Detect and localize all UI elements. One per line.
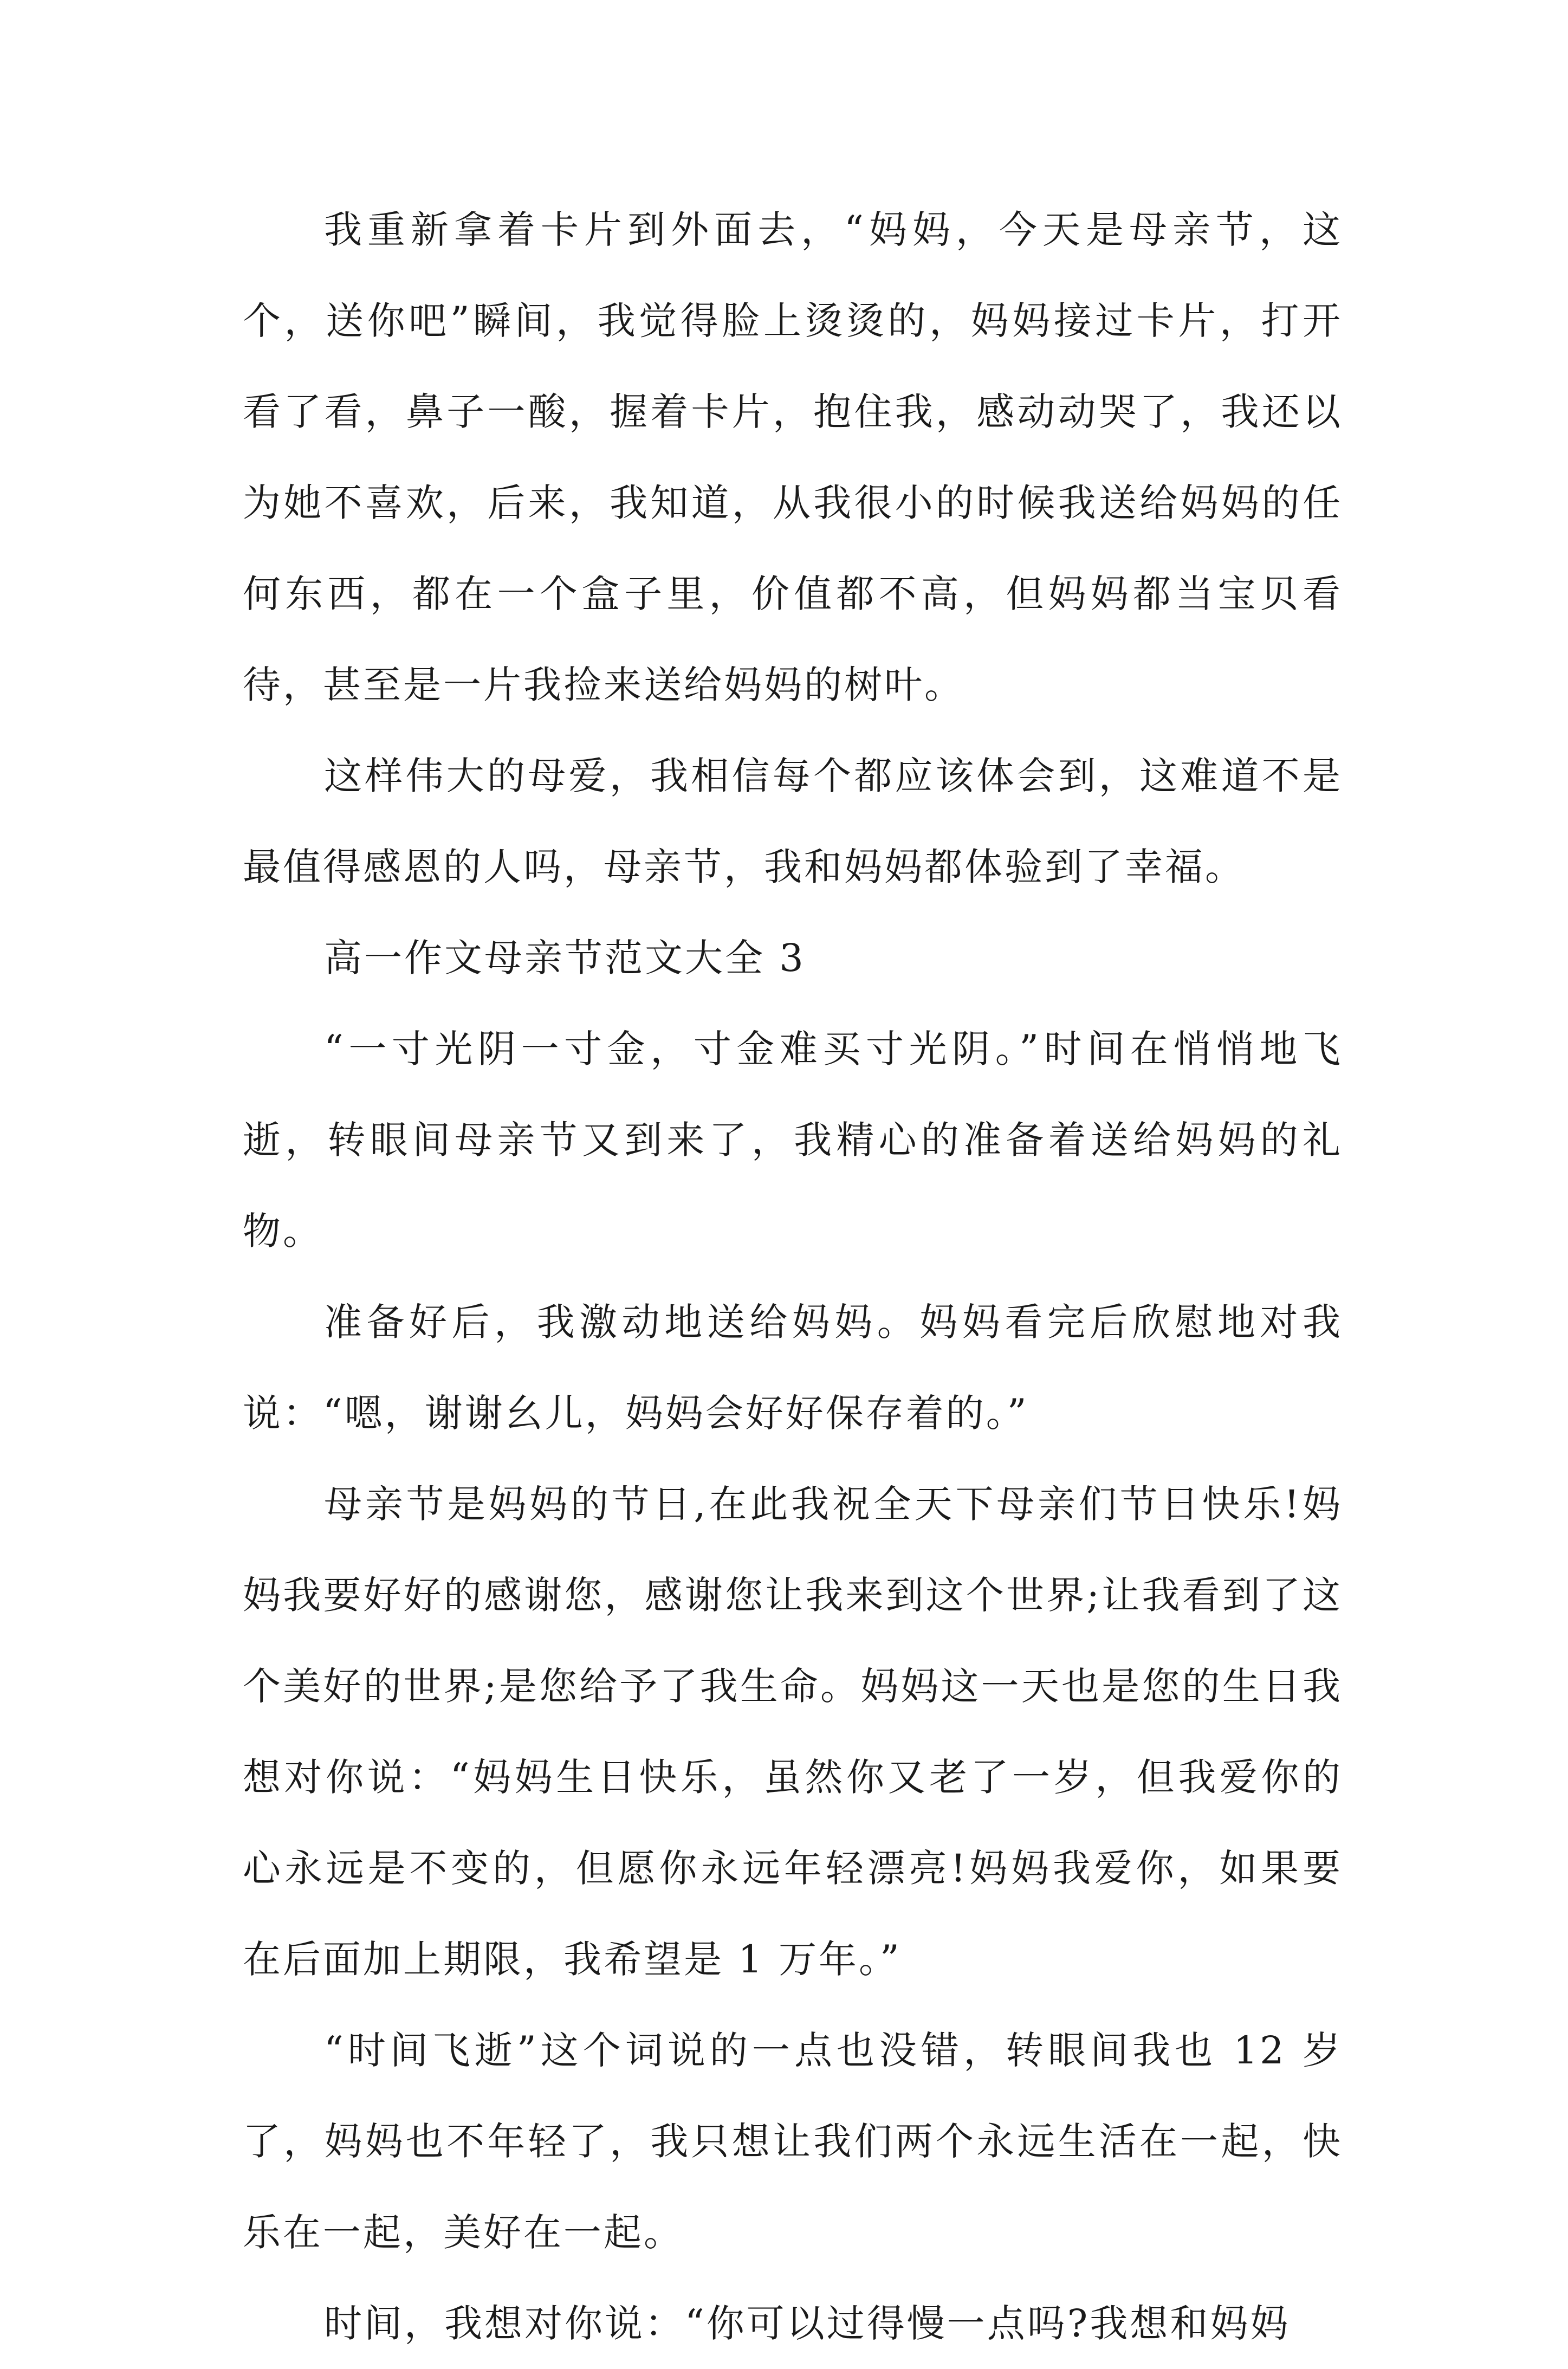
paragraph-1: 我重新拿着卡片到外面去，“妈妈，今天是母亲节，这个，送你吧”瞬间，我觉得脸上烫烫的，妈妈接过卡片，打开看了看，鼻子一酸，握着卡片，抱住我，感动动哭了，我还以为她不喜欢，后来，我知道，从我很小的时候我送给妈妈的任何东西，都在一个盒子里，价值都不高，但妈妈都当宝贝看待，甚至是一片我捡来送给妈妈的树叶。 bbox=[243, 208, 1343, 707]
paragraph-6: “时间飞逝”这个词说的一点也没错，转眼间我也 12 岁了，妈妈也不年轻了，我只想让我们两个永远生活在一起，快乐在一起，美好在一起。 bbox=[243, 2028, 1343, 2255]
paragraph-5: 母亲节是妈妈的节日,在此我祝全天下母亲们节日快乐!妈妈我要好好的感谢您，感谢您让我来到这个世界;让我看到了这个美好的世界;是您给予了我生命。妈妈这一天也是您的生日我想对你说：“妈妈生日快乐，虽然你又老了一岁，但我爱你的心永远是不变的，但愿你永远年轻漂亮!妈妈我爱你，如果要在后面加上期限，我希望是 1 万年。” bbox=[243, 1482, 1343, 1982]
paragraph-2: 这样伟大的母爱，我相信每个都应该体会到，这难道不是最值得感恩的人吗，母亲节，我和妈妈都体验到了幸福。 bbox=[243, 754, 1343, 889]
paragraph-7: 时间，我想对你说：“你可以过得慢一点吗?我想和妈妈 bbox=[324, 2301, 1291, 2346]
document-body bbox=[243, 184, 1343, 2369]
section-heading: 高一作文母亲节范文大全 3 bbox=[324, 936, 806, 980]
paragraph-3: “一寸光阴一寸金，寸金难买寸光阴。”时间在悄悄地飞逝，转眼间母亲节又到来了，我精心的准备着送给妈妈的礼物。 bbox=[243, 1027, 1343, 1253]
paragraph-4: 准备好后，我激动地送给妈妈。妈妈看完后欣慰地对我说：“嗯，谢谢幺儿，妈妈会好好保存着的。” bbox=[243, 1300, 1343, 1435]
